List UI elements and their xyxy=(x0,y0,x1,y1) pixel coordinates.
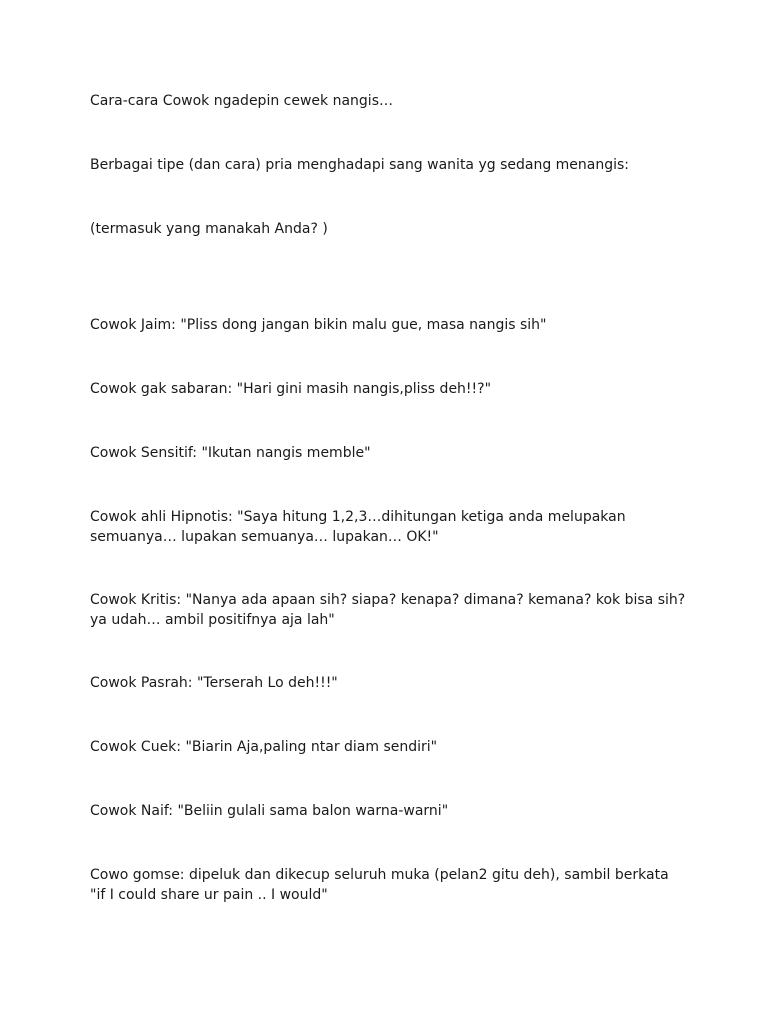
list-item-cowok-ahli-hipnotis: Cowok ahli Hipnotis: "Saya hitung 1,2,3…dihitungan ketiga anda melupakan semuanya… lupakan semuanya… lupakan… OK!" xyxy=(90,509,626,545)
document-intro: Berbagai tipe (dan cara) pria menghadapi sang wanita yg sedang menangis: xyxy=(90,157,630,173)
list-item-cowo-gomse: Cowo gomse: dipeluk dan dikecup seluruh muka (pelan2 gitu deh), sambil berkata "if I could share ur pain .. I would" xyxy=(90,867,669,903)
list-item-cowok-pasrah: Cowok Pasrah: "Terserah Lo deh!!!" xyxy=(90,675,338,691)
list-item-cowok-kritis: Cowok Kritis: "Nanya ada apaan sih? siapa? kenapa? dimana? kemana? kok bisa sih? ya udah… ambil positifnya aja lah" xyxy=(90,592,686,628)
document-question: (termasuk yang manakah Anda? ) xyxy=(90,221,328,237)
document-title: Cara-cara Cowok ngadepin cewek nangis… xyxy=(90,93,393,109)
list-item-cowok-gak-sabaran: Cowok gak sabaran: "Hari gini masih nangis,pliss deh!!?" xyxy=(90,381,492,397)
list-item-cowok-jaim: Cowok Jaim: "Pliss dong jangan bikin malu gue, masa nangis sih" xyxy=(90,317,547,333)
list-item-cowok-sensitif: Cowok Sensitif: "Ikutan nangis memble" xyxy=(90,445,371,461)
list-item-cowok-cuek: Cowok Cuek: "Biarin Aja,paling ntar diam sendiri" xyxy=(90,739,438,755)
list-item-cowok-naif: Cowok Naif: "Beliin gulali sama balon warna-warni" xyxy=(90,803,449,819)
